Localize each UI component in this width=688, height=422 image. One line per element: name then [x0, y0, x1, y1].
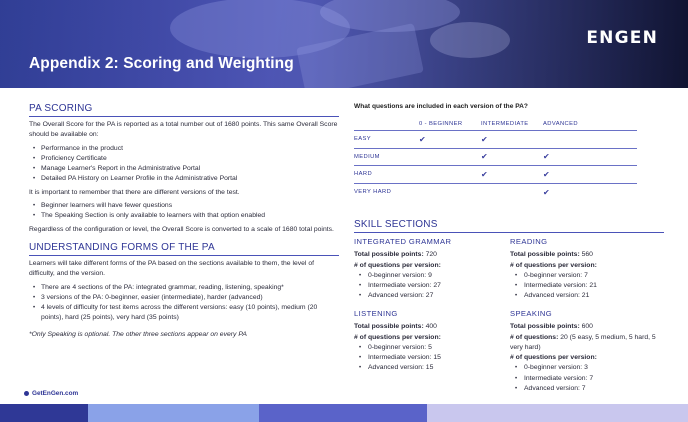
page-title: Appendix 2: Scoring and Weighting [29, 55, 294, 72]
points-value: 600 [581, 323, 593, 331]
table-row-hard [354, 166, 637, 184]
list-item: • Manage Learner's Report in the Administrative Portal [29, 164, 339, 174]
list-item: • Advanced version: 21 [510, 291, 660, 301]
row-label: VERY HARD [354, 189, 392, 196]
score-availability-list [29, 144, 339, 185]
engen-logo: ENGEN [586, 28, 658, 48]
forms-intro: Learners will take different forms of the PA based on the sections available to them, the level of difficulty, and the version. [29, 259, 315, 278]
pa-scoring-heading: PA SCORING [29, 103, 339, 117]
list-item: • Advanced version: 15 [354, 363, 504, 373]
list-item: • The Speaking Section is only available to learners with that option enabled [29, 211, 339, 221]
skill-name: READING [510, 237, 548, 246]
check-icon: ✔ [419, 134, 427, 144]
points-value: 400 [425, 323, 437, 331]
footer-stripe [88, 404, 259, 422]
list-item: • There are 4 sections of the PA: integrated grammar, reading, listening, speaking* [29, 283, 339, 293]
points-value: 720 [425, 251, 437, 259]
list-item: • 4 levels of difficulty for test items across the different versions: easy (10 points), medium (20 points), hard (25 points), very hard (35 points) [29, 303, 339, 324]
footer-stripe [427, 404, 688, 422]
list-item: • Advanced version: 7 [510, 384, 660, 394]
bullet-dot-icon [24, 391, 29, 396]
check-icon: ✔ [543, 187, 551, 197]
version-list [354, 271, 504, 302]
column-header-advanced: ADVANCED [543, 121, 578, 127]
table-row-easy [354, 131, 637, 149]
versions-table [354, 118, 637, 201]
right-column [354, 103, 664, 407]
skill-sections [354, 237, 664, 407]
points-label: Total possible points: [510, 251, 580, 259]
list-item: • Proficiency Certificate [29, 154, 339, 164]
check-icon: ✔ [543, 169, 551, 179]
list-item: • 0-beginner version: 3 [510, 363, 660, 373]
skill-grammar [354, 237, 504, 302]
list-item: • Intermediate version: 27 [354, 281, 504, 291]
versions-question: What questions are included in each version of the PA? [354, 103, 528, 110]
list-item: • 0-beginner version: 7 [510, 271, 660, 281]
website-link[interactable] [24, 390, 78, 397]
list-item: • Intermediate version: 21 [510, 281, 660, 291]
per-version-label: # of questions per version: [510, 354, 597, 362]
regardless-text: Regardless of the configuration or level, the Overall Score is converted to a scale of 1680 total points. [29, 225, 334, 233]
versions-list [29, 201, 339, 222]
list-item: • Advanced version: 27 [354, 291, 504, 301]
table-row-very-hard [354, 184, 637, 202]
skill-reading [510, 237, 660, 302]
column-header-intermediate: INTERMEDIATE [481, 121, 529, 127]
column-header-beginner: 0 - BEGINNER [419, 121, 463, 127]
questions-label: # of questions per version: [354, 333, 441, 341]
skill-name: SPEAKING [510, 309, 553, 318]
questions-label: # of questions per version: [354, 261, 441, 269]
questions-label: # of questions per version: [510, 261, 597, 269]
skill-speaking [510, 309, 660, 394]
points-label: Total possible points: [354, 323, 424, 331]
version-list [354, 343, 504, 374]
list-item: • 0-beginner version: 9 [354, 271, 504, 281]
skill-sections-heading: SKILL SECTIONS [354, 219, 664, 233]
points-label: Total possible points: [354, 251, 424, 259]
table-row-medium [354, 149, 637, 167]
skill-name: INTEGRATED GRAMMAR [354, 237, 452, 246]
check-icon: ✔ [481, 169, 489, 179]
questions-value: 20 (5 easy, 5 medium, 5 hard, 5 very hard) [510, 333, 656, 351]
pa-scoring-intro: The Overall Score for the PA is reported as a total number out of 1680 points. This same Overall Score should be available on: [29, 121, 338, 139]
left-column [29, 103, 339, 340]
list-item: • Detailed PA History on Learner Profile in the Administrative Portal [29, 174, 339, 184]
footer-stripe [0, 404, 88, 422]
skill-name: LISTENING [354, 309, 398, 318]
list-item: • Beginner learners will have fewer questions [29, 201, 339, 211]
version-list [510, 271, 660, 302]
row-label: HARD [354, 171, 373, 178]
version-list [510, 363, 660, 394]
list-item: • 3 versions of the PA: 0-beginner, easier (intermediate), harder (advanced) [29, 293, 339, 303]
footer-stripe [259, 404, 427, 422]
table-header-row [354, 118, 637, 131]
questions-label: # of questions: [510, 333, 559, 341]
list-item: • Intermediate version: 15 [354, 353, 504, 363]
check-icon: ✔ [481, 152, 489, 162]
list-item: • Intermediate version: 7 [510, 374, 660, 384]
check-icon: ✔ [481, 134, 489, 144]
list-item: • 0-beginner version: 5 [354, 343, 504, 353]
row-label: MEDIUM [354, 153, 380, 160]
speaking-note: *Only Speaking is optional. The other three sections appear on every PA [29, 330, 247, 338]
list-item: • Performance in the product [29, 144, 339, 154]
skill-listening [354, 309, 504, 374]
row-label: EASY [354, 136, 372, 143]
forms-heading: UNDERSTANDING FORMS OF THE PA [29, 242, 339, 256]
points-value: 560 [581, 251, 593, 259]
forms-list [29, 283, 339, 324]
header-banner [0, 0, 688, 88]
header-photo [0, 0, 688, 88]
points-label: Total possible points: [510, 323, 580, 331]
check-icon: ✔ [543, 152, 551, 162]
website-link-text[interactable]: GetEnGen.com [32, 390, 79, 397]
versions-text: It is important to remember that there are different versions of the test. [29, 188, 240, 196]
